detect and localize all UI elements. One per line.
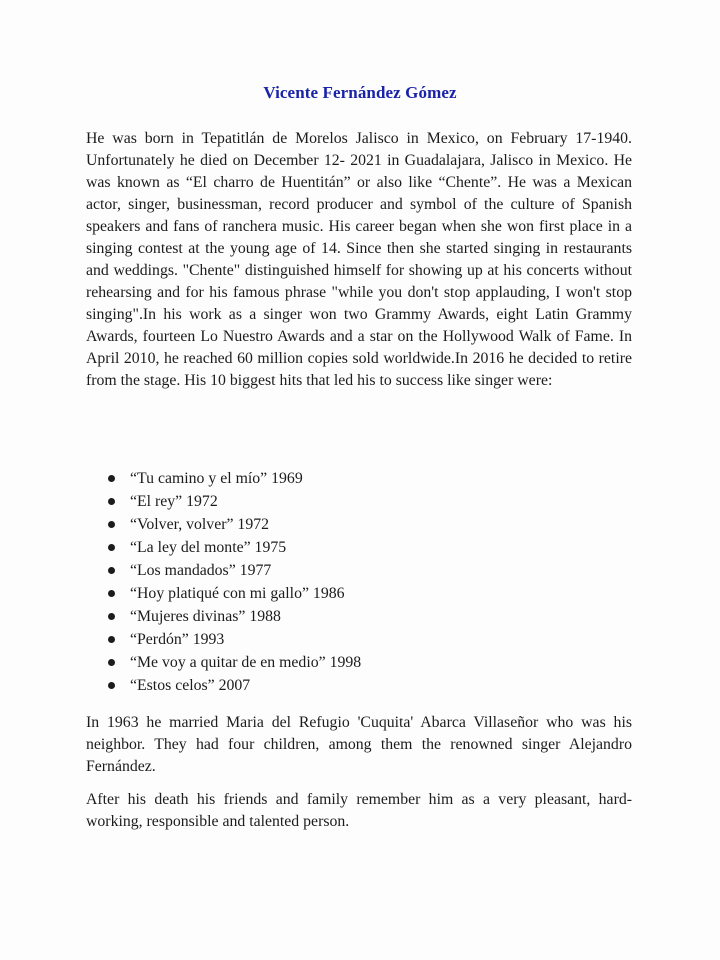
bullet-icon [108,567,115,574]
list-item [86,490,566,513]
list-item [86,467,566,490]
hit-label: “Mujeres divinas” 1988 [130,608,281,625]
document-title: Vicente Fernández Gómez [263,83,457,102]
hit-label: “Volver, volver” 1972 [130,516,270,533]
closing-paragraph: After his death his friends and family remember him as a very pleasant, hard-working, responsible and talented person. [86,791,632,830]
list-item [86,536,566,559]
bullet-icon [108,659,115,666]
list-item [86,582,566,605]
bullet-icon [108,544,115,551]
hit-label: “Estos celos” 2007 [130,677,251,694]
hit-label: “Los mandados” 1977 [130,562,272,579]
list-item [86,559,566,582]
intro-paragraph: He was born in Tepatitlán de Morelos Jalisco in Mexico, on February 17-1940. Unfortunately he died on December 12- 2021 in Guadalajara, Jalisco in Mexico. He was known as “El charro de Huentitán” or also like “Chente”. He was a Mexican actor, singer, businessman, record producer and symbol of the culture of Spanish speakers and fans of ranchera music. His career began when she won first place in a singing contest at the young age of 14. Since then she started singing in restaurants and weddings. "Chente" distinguished himself for showing up at his concerts without rehearsing and for his famous phrase "while you don't stop applauding, I won't stop singing".In his work as a singer won two Grammy Awards, eight Latin Grammy Awards, fourteen Lo Nuestro Awards and a star on the Hollywood Walk of Fame. In April 2010, he reached 60 million copies sold worldwide.In 2016 he decided to retire from the stage. His 10 biggest hits that led his to success like singer were: [86,130,632,389]
hit-label: “Tu camino y el mío” 1969 [130,470,303,487]
bullet-icon [108,682,115,689]
bullet-icon [108,613,115,620]
bullet-icon [108,521,115,528]
hit-label: “Hoy platiqué con mi gallo” 1986 [130,585,345,602]
hit-label: “Perdón” 1993 [130,631,225,648]
hit-label: “Me voy a quitar de en medio” 1998 [130,654,362,671]
hit-label: “El rey” 1972 [130,493,218,510]
list-item [86,674,566,697]
bullet-icon [108,475,115,482]
bullet-icon [108,590,115,597]
list-item [86,605,566,628]
hits-list [86,467,566,697]
list-item [86,513,566,536]
hit-label: “La ley del monte” 1975 [130,539,287,556]
marriage-paragraph: In 1963 he married Maria del Refugio 'Cuquita' Abarca Villaseñor who was his neighbor. They had four children, among them the renowned singer Alejandro Fernández. [86,714,632,775]
bullet-icon [108,498,115,505]
list-item [86,651,566,674]
bullet-icon [108,636,115,643]
list-item [86,628,566,651]
